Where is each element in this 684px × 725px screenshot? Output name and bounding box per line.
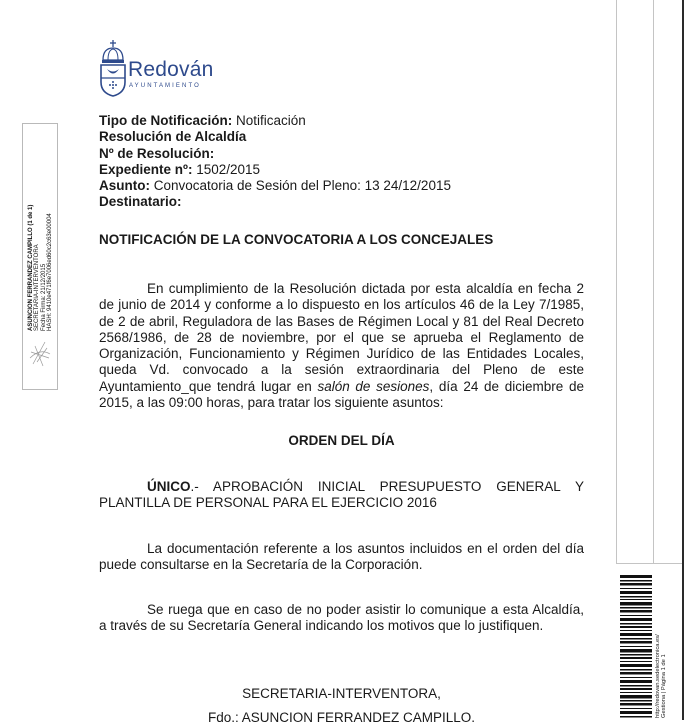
verification-page: Gestiona | Página 1 de 1	[661, 654, 668, 718]
notification-meta	[99, 113, 451, 211]
stamp-text	[28, 171, 54, 331]
signature-stamp	[22, 123, 58, 390]
agenda-item	[99, 479, 584, 512]
resolucion-label: Resolución de Alcaldía	[99, 129, 247, 145]
expediente-label: Expediente nº:	[99, 161, 193, 177]
paragraph-ruego: Se ruega que en caso de no poder asistir lo comunique a esta Alcaldía, a través de su Secretaría General indicando los motivos que lo justifiquen.	[99, 602, 584, 634]
stamp-role: SECRETARIA-INTERVENTORA	[34, 244, 41, 331]
verification-box-outer	[652, 0, 683, 564]
orden-del-dia-heading: ORDEN DEL DÍA	[288, 433, 395, 448]
expediente-value: 1502/2015	[192, 161, 261, 177]
paragraph-documentacion: La documentación referente a los asuntos incluidos en el orden del día puede consultarse en la Secretaría de la Corporación.	[99, 541, 584, 573]
asunto-value: Convocatoria de Sesión del Pleno: 13 24/12/2015	[150, 178, 451, 194]
resolucion-row	[99, 129, 451, 145]
numero-label: Nº de Resolución:	[99, 145, 215, 161]
handwritten-signature-icon	[25, 334, 55, 374]
document-title: NOTIFICACIÓN DE LA CONVOCATORIA A LOS CONCEJALES	[99, 232, 494, 247]
asunto-row	[99, 178, 451, 194]
coat-of-arms-icon	[98, 38, 128, 98]
stamp-hash: HASH: 9410e471f6e7006ed60c2c63e00004	[47, 213, 54, 331]
numero-row	[99, 146, 451, 162]
asunto-label: Asunto:	[99, 178, 150, 194]
signature-name: Fdo.: ASUNCION FERRANDEZ CAMPILLO.	[207, 710, 476, 725]
destinatario-row	[99, 194, 451, 210]
tipo-value: Notificación	[232, 113, 306, 128]
verification-box	[616, 0, 654, 564]
tipo-row	[99, 113, 451, 129]
signature-role: SECRETARIA-INTERVENTORA,	[242, 686, 441, 701]
verification-url[interactable]: http://redovan.sedelectronica.es/	[655, 634, 661, 718]
paragraph-text-end: , día 24 de diciembre de 2015, a las 09:00 horas, para tratar los siguiente asuntos:	[99, 378, 585, 411]
session-place: salón de sesiones	[317, 378, 430, 394]
logo-name: Redován	[128, 58, 214, 81]
tipo-label: Tipo de Notificación:	[99, 113, 233, 128]
verification-text	[655, 573, 668, 718]
ayuntamiento-logo	[98, 38, 218, 98]
paragraph-convocatoria	[99, 281, 584, 411]
stamp-date: Fecha Firma: 21/12/2015	[40, 263, 47, 331]
paragraph-text: En cumplimiento de la Resolución dictada por esta alcaldía en fecha 2 de junio de 2014 y conforme a lo dispuesto en los artículos 46 de la Ley 7/1985, de 2 de abril, Reguladora de las Bases de Régimen Local y 81 del Real Decreto 2568/1986, de 28 de noviembre, por el que se aprueba el Reglamento de Organización, Funcionamiento y Régimen Jurídico de las Entidades Locales, queda Vd. convocado a la sesión extraordinaria del Pleno de este Ayuntamiento_que tendrá lugar en	[99, 281, 584, 394]
destinatario-label: Destinatario:	[99, 194, 182, 210]
logo-subtitle: AYUNTAMIENTO	[129, 83, 201, 89]
stamp-signer: ASUNCION FERRANDEZ CAMPILLO (1 de 1)	[28, 204, 34, 331]
barcode-icon	[620, 575, 652, 720]
expediente-row	[99, 162, 451, 178]
agenda-item-label: ÚNICO	[147, 479, 191, 494]
agenda-item-text: .- APROBACIÓN INICIAL PRESUPUESTO GENERAL Y PLANTILLA DE PERSONAL PARA EL EJERCICIO 2016	[99, 479, 584, 511]
